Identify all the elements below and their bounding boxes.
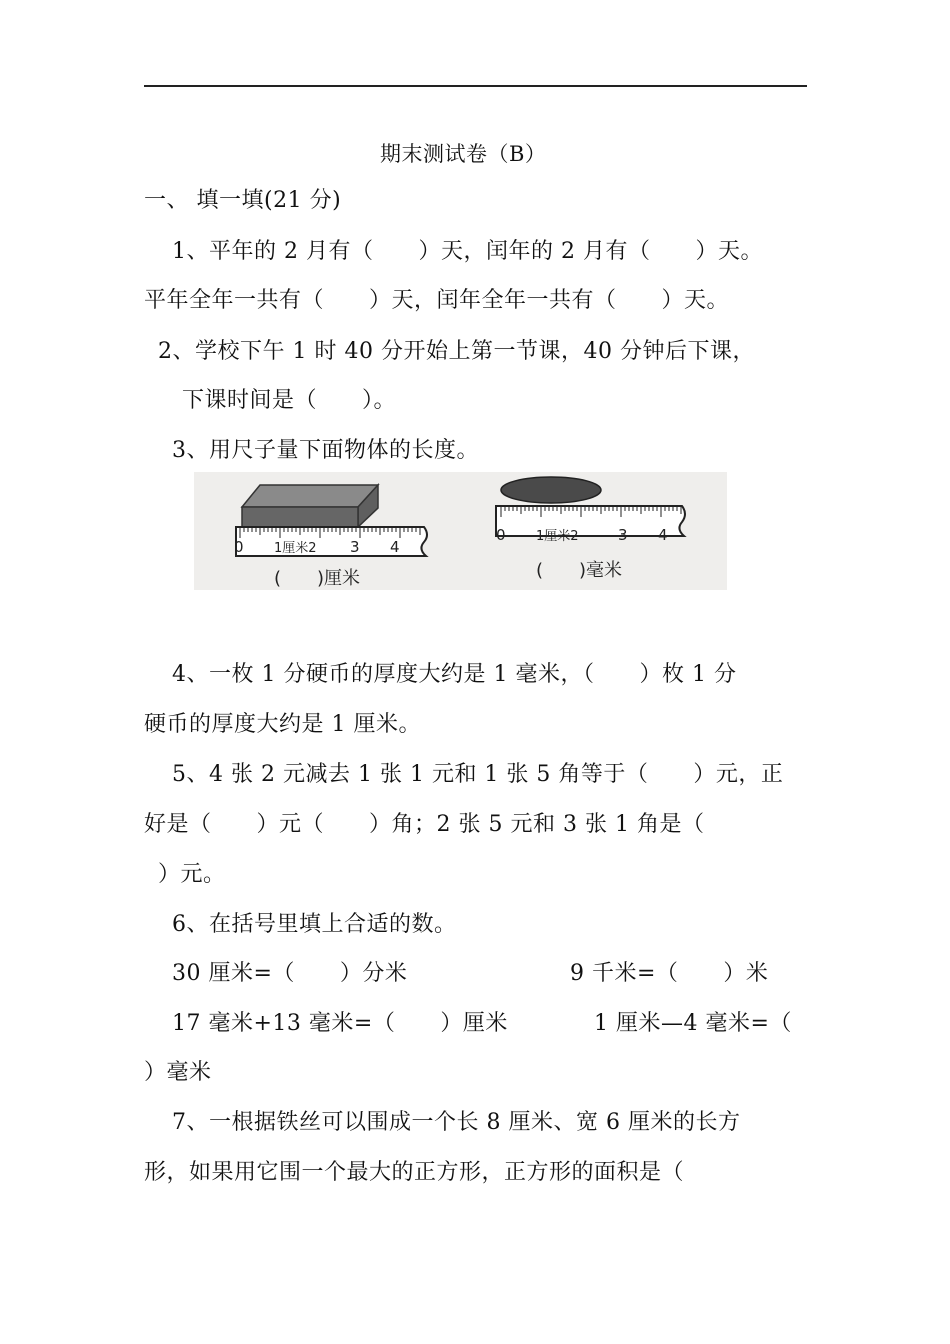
section-heading: 一、 填一填(21 分)	[144, 188, 342, 213]
question-3-text: 3、用尺子量下面物体的长度。	[172, 438, 479, 463]
header-rule	[144, 85, 807, 87]
right-ruler	[496, 506, 685, 544]
question-5-line-2: 好是（ ）元（ ）角；2 张 5 元和 3 张 1 角是（	[144, 812, 705, 837]
question-6-item-b: 9 千米=（ ）米	[570, 961, 769, 986]
question-7-line-2: 形，如果用它围一个最大的正方形，正方形的面积是（	[144, 1160, 685, 1185]
question-7-line-1: 7、一根据铁丝可以围成一个长 8 厘米、宽 6 厘米的长方	[172, 1110, 741, 1135]
left-caption: ( )厘米	[274, 568, 361, 589]
question-6-item-c: 17 毫米+13 毫米=（ ）厘米	[172, 1011, 508, 1036]
left-block	[242, 485, 378, 527]
left-tick-3: 3	[350, 538, 360, 556]
page-title: 期末测试卷（B）	[380, 142, 547, 166]
right-tick-4: 4	[658, 526, 668, 544]
left-ruler	[234, 527, 427, 556]
left-tick-1: 1厘米2	[274, 541, 317, 556]
left-tick-4: 4	[390, 538, 400, 556]
question-6-item-a: 30 厘米=（ ）分米	[172, 961, 408, 986]
right-tick-0: 0	[496, 526, 506, 544]
question-4-line-2: 硬币的厚度大约是 1 厘米。	[144, 712, 421, 737]
right-tick-3: 3	[618, 526, 628, 544]
question-4-line-1: 4、一枚 1 分硬币的厚度大约是 1 毫米，（ ）枚 1 分	[172, 662, 737, 687]
right-tick-1: 1厘米2	[536, 529, 579, 544]
left-tick-0: 0	[234, 538, 244, 556]
question-6-text: 6、在括号里填上合适的数。	[172, 912, 457, 937]
question-2-line-1: 2、学校下午 1 时 40 分开始上第一节课，40 分钟后下课，	[158, 339, 755, 364]
question-6-item-d-cont: ）毫米	[144, 1060, 212, 1085]
right-ellipse	[501, 477, 601, 503]
question-1-line-1: 1、平年的 2 月有（ ）天，闰年的 2 月有（ ）天。	[172, 239, 763, 264]
question-5-line-1: 5、4 张 2 元减去 1 张 1 元和 1 张 5 角等于（ ）元，正	[172, 762, 784, 787]
question-1-line-2: 平年全年一共有（ ）天，闰年全年一共有（ ）天。	[144, 288, 730, 313]
right-caption: ( )毫米	[536, 560, 623, 581]
question-5-line-3: ）元。	[158, 862, 226, 887]
question-6-item-d: 1 厘米—4 毫米=（	[594, 1011, 792, 1036]
question-2-line-2: 下课时间是（ ）。	[182, 388, 397, 413]
ruler-figure	[194, 472, 727, 590]
